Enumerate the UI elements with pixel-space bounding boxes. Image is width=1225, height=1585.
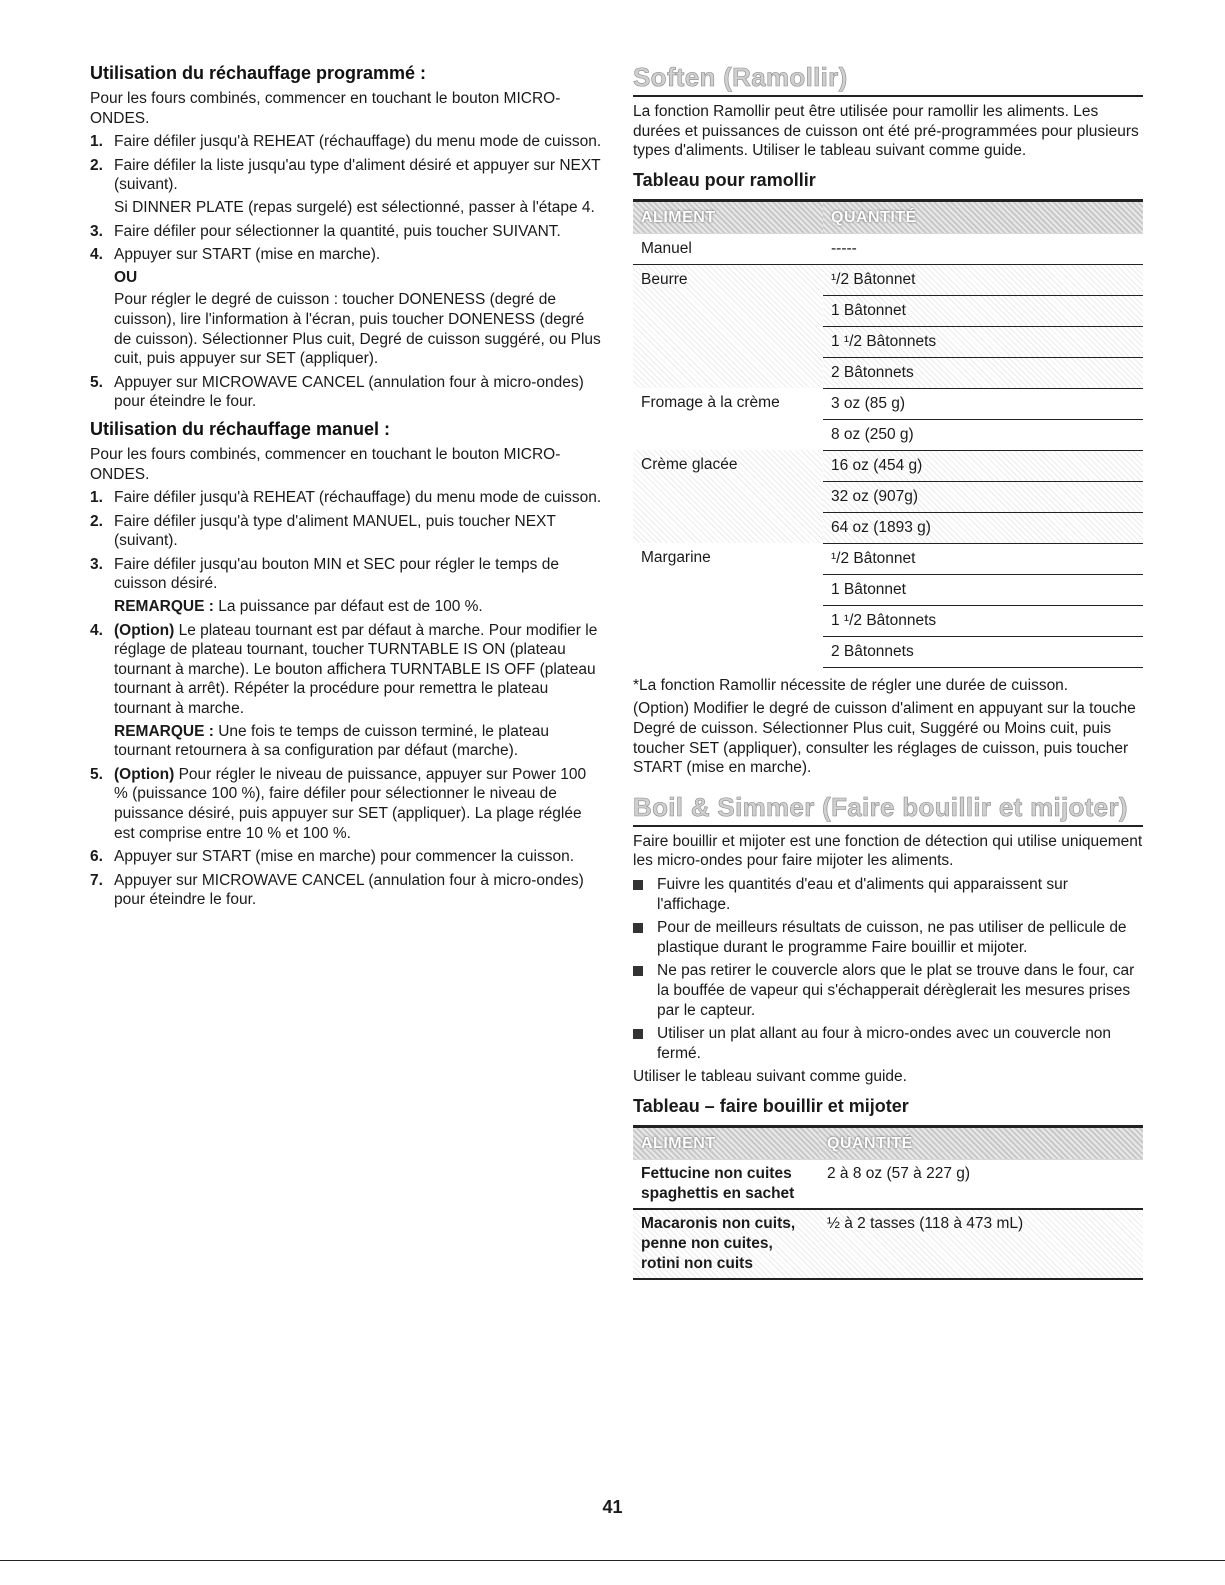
boil-simmer-table bbox=[633, 1125, 1143, 1280]
manual-reheat-intro: Pour les fours combinés, commencer en touchant le bouton MICRO-ONDES. bbox=[90, 445, 561, 483]
boil-simmer-guide-note: Utiliser le tableau suivant comme guide. bbox=[633, 1068, 907, 1086]
step-4 bbox=[90, 621, 602, 761]
bullet-text: Utiliser un plat allant au four à micro-ondes avec un couvercle non fermé. bbox=[657, 1025, 1112, 1062]
quantity-cell: ¹/2 Bâtonnet bbox=[823, 543, 1143, 574]
step-2 bbox=[90, 156, 602, 218]
boil-simmer-section-title: Boil & Simmer (Faire bouillir et mijoter) bbox=[633, 792, 1143, 827]
step-text: Faire défiler pour sélectionner la quantité, puis toucher SUIVANT. bbox=[114, 222, 561, 240]
table-row bbox=[633, 264, 1143, 295]
step-number: 1. bbox=[90, 133, 103, 151]
step-1 bbox=[90, 488, 602, 508]
step-number: 4. bbox=[90, 246, 103, 264]
step-text: Pour régler le niveau de puissance, appuyer sur Power 100 % (puissance 100 %), faire défiler pour sélectionner le niveau de puissance désiré, puis appuyer sur SET (appliquer). La plage réglée est comprise entre 10 % et 100 %. bbox=[114, 765, 587, 842]
quantity-cell: 2 à 8 oz (57 à 227 g) bbox=[819, 1160, 1143, 1209]
step-text: Appuyer sur START (mise en marche). bbox=[114, 246, 381, 264]
square-bullet-icon bbox=[633, 1029, 643, 1039]
bullet-text: Ne pas retirer le couvercle alors que le plat se trouve dans le four, car la bouffée de vapeur qui s'échapperait dérèglerait les mesures prises par le capteur. bbox=[657, 962, 1135, 1019]
step-note: Si DINNER PLATE (repas surgelé) est sélectionné, passer à l'étape 4. bbox=[114, 198, 595, 216]
bullet-text: Pour de meilleurs résultats de cuisson, ne pas utiliser de pellicule de plastique durant le programme Faire bouillir et mijoter. bbox=[657, 919, 1127, 956]
step-text: Faire défiler jusqu'au bouton MIN et SEC pour régler le temps de cuisson désiré. bbox=[114, 555, 559, 593]
table-row bbox=[633, 1209, 1143, 1279]
step-number: 3. bbox=[90, 555, 103, 573]
column-header-quantity: QUANTITÉ bbox=[823, 200, 1143, 234]
quantity-cell: 32 oz (907g) bbox=[823, 481, 1143, 512]
boil-simmer-intro: Faire bouillir et mijoter est une fonction de détection qui utilise uniquement les micro-ondes pour faire mijoter les aliments. bbox=[633, 832, 1143, 870]
table-row bbox=[633, 234, 1143, 265]
table-header-row bbox=[633, 200, 1143, 234]
table-row bbox=[633, 543, 1143, 574]
column-header-food: ALIMENT bbox=[633, 1126, 819, 1160]
bullet-item bbox=[633, 875, 1143, 914]
step-text: Appuyer sur MICROWAVE CANCEL (annulation four à micro-ondes) pour éteindre le four. bbox=[114, 871, 584, 909]
page-number: 41 bbox=[602, 1497, 623, 1517]
step-1 bbox=[90, 132, 602, 152]
quantity-cell: 1 ¹/2 Bâtonnets bbox=[823, 605, 1143, 636]
quantity-cell: 1 Bâtonnet bbox=[823, 295, 1143, 326]
bullet-item bbox=[633, 961, 1143, 1020]
bullet-item bbox=[633, 1024, 1143, 1063]
table-header-row bbox=[633, 1126, 1143, 1160]
programmed-reheat-intro: Pour les fours combinés, commencer en touchant le bouton MICRO-ONDES. bbox=[90, 90, 561, 127]
step-3 bbox=[90, 222, 602, 242]
table-row bbox=[633, 388, 1143, 419]
step-number: 7. bbox=[90, 871, 103, 889]
option-label: (Option) bbox=[114, 765, 175, 783]
bottom-divider bbox=[0, 1560, 1225, 1561]
boil-simmer-table-title: Tableau – faire bouillir et mijoter bbox=[633, 1095, 909, 1116]
quantity-cell: 8 oz (250 g) bbox=[823, 419, 1143, 450]
step-number: 2. bbox=[90, 512, 103, 530]
food-cell: Fettucine non cuites spaghettis en sachet bbox=[633, 1160, 819, 1209]
quantity-cell: 3 oz (85 g) bbox=[823, 388, 1143, 419]
remark bbox=[114, 597, 602, 617]
bullet-item bbox=[633, 918, 1143, 957]
step-text: Le plateau tournant est par défaut à marche. Pour modifier le réglage de plateau tournant, toucher TURNTABLE IS ON (plateau tournant à marche). Le bouton affichera TURNTABLE IS OFF (plateau tournant à arrêt). Répéter la procédure pour remettra le plateau tournant à marche. bbox=[114, 621, 598, 718]
step-number: 4. bbox=[90, 621, 103, 639]
quantity-cell: ----- bbox=[823, 234, 1143, 265]
step-4 bbox=[90, 245, 602, 369]
quantity-cell: ¹/2 Bâtonnet bbox=[823, 264, 1143, 295]
remark-label: REMARQUE : bbox=[114, 722, 214, 740]
column-header-food: ALIMENT bbox=[633, 200, 823, 234]
right-column bbox=[633, 62, 1143, 1280]
step-text: Faire défiler la liste jusqu'au type d'aliment désiré et appuyer sur NEXT (suivant). bbox=[114, 156, 601, 194]
food-cell: Margarine bbox=[641, 549, 711, 567]
food-cell: Beurre bbox=[633, 264, 823, 388]
programmed-reheat-steps bbox=[90, 132, 602, 412]
soften-table-title: Tableau pour ramollir bbox=[633, 169, 816, 190]
step-number: 5. bbox=[90, 765, 103, 783]
boil-simmer-bullets bbox=[633, 875, 1143, 1063]
left-column bbox=[90, 62, 602, 916]
step-7 bbox=[90, 871, 602, 910]
step-number: 2. bbox=[90, 156, 103, 174]
food-cell: Macaronis non cuits, penne non cuites, rotini non cuits bbox=[633, 1209, 819, 1279]
quantity-cell: 16 oz (454 g) bbox=[823, 450, 1143, 481]
remark bbox=[114, 722, 602, 761]
step-number: 3. bbox=[90, 222, 103, 240]
step-text: Appuyer sur MICROWAVE CANCEL (annulation four à micro-ondes) pour éteindre le four. bbox=[114, 373, 584, 411]
step-number: 1. bbox=[90, 489, 103, 507]
quantity-cell: 2 Bâtonnets bbox=[823, 357, 1143, 388]
soften-table bbox=[633, 199, 1143, 668]
step-note: Pour régler le degré de cuisson : toucher DONENESS (degré de cuisson), lire l'information à l'écran, puis toucher DONENESS (degré de cuisson). Sélectionner Plus cuit, Degré de cuisson suggéré, ou Plus cuit, puis appuyer sur SET (appliquer). bbox=[114, 291, 601, 368]
square-bullet-icon bbox=[633, 923, 643, 933]
step-number: 5. bbox=[90, 373, 103, 391]
manual-reheat-heading: Utilisation du réchauffage manuel : bbox=[90, 418, 391, 439]
food-cell: Manuel bbox=[633, 234, 823, 265]
step-3 bbox=[90, 555, 602, 617]
step-5 bbox=[90, 765, 602, 843]
column-header-quantity: QUANTITÉ bbox=[819, 1126, 1143, 1160]
option-label: (Option) bbox=[114, 621, 175, 639]
remark-label: REMARQUE : bbox=[114, 598, 214, 616]
quantity-cell: ½ à 2 tasses (118 à 473 mL) bbox=[819, 1209, 1143, 1279]
quantity-cell: 1 ¹/2 Bâtonnets bbox=[823, 326, 1143, 357]
programmed-reheat-heading: Utilisation du réchauffage programmé : bbox=[90, 63, 427, 83]
food-cell: Fromage à la crème bbox=[641, 394, 780, 412]
quantity-cell: 64 oz (1893 g) bbox=[823, 512, 1143, 543]
quantity-cell: 2 Bâtonnets bbox=[823, 636, 1143, 667]
step-text: Faire défiler jusqu'à type d'aliment MANUEL, puis toucher NEXT (suivant). bbox=[114, 512, 556, 550]
step-2 bbox=[90, 512, 602, 551]
or-label: OU bbox=[114, 268, 138, 286]
manual-reheat-steps bbox=[90, 488, 602, 910]
square-bullet-icon bbox=[633, 880, 643, 890]
soften-option-note: (Option) Modifier le degré de cuisson d'aliment en appuyant sur la touche Degré de cuisson. Sélectionner Plus cuit, Suggéré ou Moins cuit, puis toucher SET (appliquer), consulter les réglages de cuisson, puis toucher START (mise en marche). bbox=[633, 700, 1136, 777]
table-row bbox=[633, 1160, 1143, 1209]
step-5 bbox=[90, 373, 602, 412]
soften-footnote: *La fonction Ramollir nécessite de régler une durée de cuisson. bbox=[633, 676, 1069, 694]
table-row bbox=[633, 450, 1143, 481]
step-text: Appuyer sur START (mise en marche) pour commencer la cuisson. bbox=[114, 848, 575, 866]
remark-text: Une fois te temps de cuisson terminé, le plateau tournant retournera à sa configuration par défaut (marche). bbox=[114, 722, 550, 760]
square-bullet-icon bbox=[633, 966, 643, 976]
step-text: Faire défiler jusqu'à REHEAT (réchauffage) du menu mode de cuisson. bbox=[114, 489, 602, 507]
remark-text: La puissance par défaut est de 100 %. bbox=[213, 598, 483, 616]
bullet-text: Fuivre les quantités d'eau et d'aliments qui apparaissent sur l'affichage. bbox=[657, 875, 1068, 913]
soften-intro: La fonction Ramollir peut être utilisée pour ramollir les aliments. Les durées et puissances de cuisson ont été pré-programmées pour plusieurs types d'aliments. Utiliser le tableau suivant comme guide. bbox=[633, 103, 1139, 160]
soften-section-title: Soften (Ramollir) bbox=[633, 62, 1143, 97]
food-cell: Crème glacée bbox=[633, 450, 823, 543]
step-number: 6. bbox=[90, 848, 103, 866]
quantity-cell: 1 Bâtonnet bbox=[823, 574, 1143, 605]
step-text: Faire défiler jusqu'à REHEAT (réchauffage) du menu mode de cuisson. bbox=[114, 133, 602, 151]
step-6 bbox=[90, 847, 602, 867]
